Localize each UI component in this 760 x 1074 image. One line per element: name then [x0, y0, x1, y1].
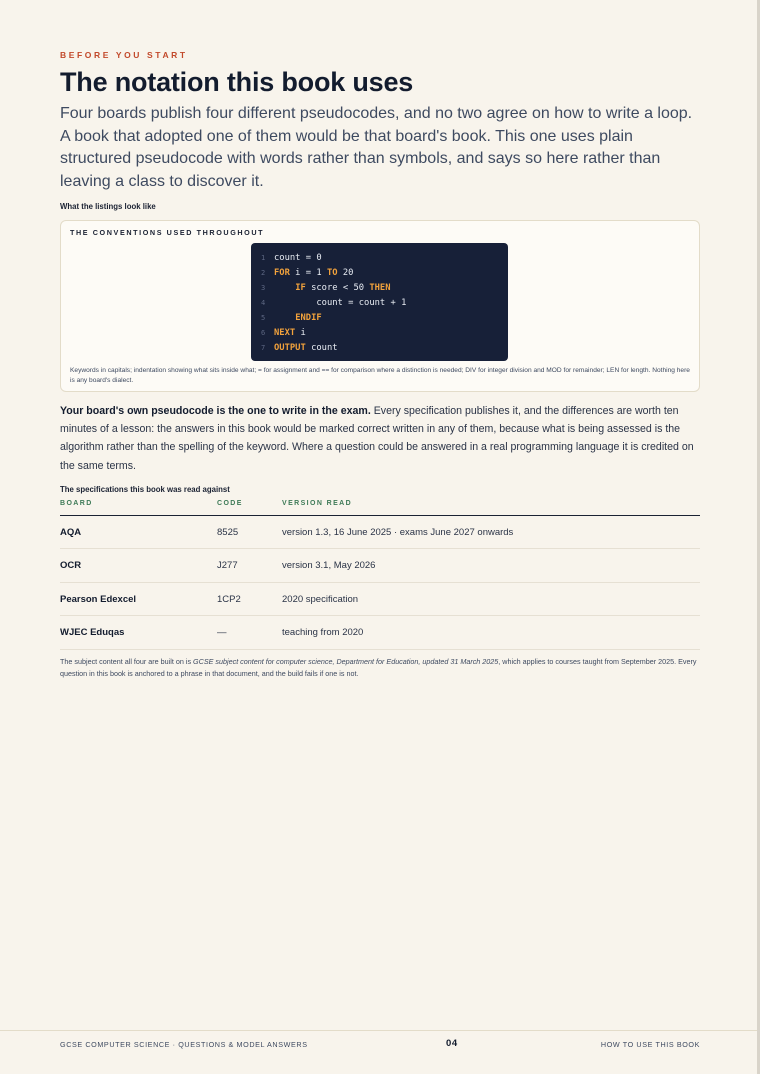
code-line — [261, 266, 508, 281]
line-number: 7 — [261, 344, 266, 352]
code-line — [261, 281, 508, 296]
page-title: The notation this book uses — [60, 67, 414, 97]
header-version: VERSION READ — [282, 496, 700, 516]
footnote-rest: , which applies to courses taught from September 2025. Every question in this book is anchored to a phrase in that document, and the build fails if one is not. — [60, 656, 697, 678]
keyword: TO — [326, 268, 338, 278]
code-line — [261, 311, 508, 326]
footnote-lead: The subject content all four are built on is — [60, 656, 194, 666]
paragraph-lead: Your board's own pseudocode is the one to write in the exam. — [60, 405, 371, 417]
line-number: 1 — [261, 254, 266, 262]
code-line — [261, 341, 508, 356]
paragraph-body: Every specification publishes it, and the differences are worth ten minutes of a lesson: the answers in this book would be marked correct written in any of them, because what is being assessed is the algorithm rather than the spelling of the keyword. Where a question could be answered in a real programming language it is credited on the same terms. — [60, 405, 694, 472]
lede-paragraph: Four boards publish four different pseudocodes, and no two agree on how to write a loop. A book that adopted one of them would be that board's book. This one uses plain structured pseudocode with words rather than symbols, and says so here rather than leaving a class to discover it. — [60, 105, 693, 190]
keyword: NEXT — [274, 328, 296, 338]
figure-caption: What the listings look like — [60, 202, 156, 211]
figure-note: Keywords in capitals; indentation showing what sits inside what; = for assignment and == for comparison where a distinction is needed; DIV for integer division and MOD for remainder; LEN for length. Nothing here is any board's dialect. — [70, 367, 690, 384]
page-number: 04 — [446, 1038, 458, 1049]
cell-board: OCR — [60, 549, 217, 583]
cell-board: WJEC Eduqas — [60, 616, 217, 650]
footer-book-title: GCSE COMPUTER SCIENCE · QUESTIONS & MODEL ANSWERS — [60, 1040, 308, 1049]
line-number: 5 — [261, 314, 266, 322]
code-line — [261, 251, 508, 266]
cell-board: Pearson Edexcel — [60, 582, 217, 616]
keyword: THEN — [369, 283, 391, 293]
cell-version: teaching from 2020 — [282, 616, 700, 650]
footnote — [60, 656, 700, 680]
cell-version: version 3.1, May 2026 — [282, 549, 700, 583]
cell-version: 2020 specification — [282, 582, 700, 616]
header-board: BOARD — [60, 496, 217, 516]
page-content — [60, 50, 700, 680]
code-text — [274, 313, 295, 323]
pseudocode-listing — [251, 243, 508, 361]
table-row — [60, 616, 700, 650]
line-number: 3 — [261, 284, 266, 292]
table-row — [60, 515, 700, 549]
cell-code: J277 — [217, 549, 282, 583]
table-row — [60, 582, 700, 616]
footer-section-title: HOW TO USE THIS BOOK — [600, 1040, 700, 1049]
section-kicker: BEFORE YOU START — [60, 50, 188, 60]
line-number: 4 — [261, 299, 266, 307]
code-text: count — [305, 343, 338, 353]
footer-divider — [0, 1030, 757, 1031]
keyword: IF — [295, 283, 306, 293]
conventions-figure — [60, 220, 700, 392]
table-caption: The specifications this book was read against — [60, 484, 230, 494]
line-number: 6 — [261, 329, 266, 337]
specifications-table — [60, 496, 700, 650]
cell-code: 8525 — [217, 515, 282, 549]
cell-code: — — [217, 616, 282, 650]
cell-board: AQA — [60, 515, 217, 549]
code-line — [261, 296, 508, 311]
exam-pseudocode-paragraph — [60, 402, 700, 475]
cell-version: version 1.3, 16 June 2025 · exams June 2027 onwards — [282, 515, 700, 549]
cell-code: 1CP2 — [217, 582, 282, 616]
code-line — [261, 326, 508, 341]
keyword: ENDIF — [295, 313, 322, 323]
code-text: i — [295, 328, 306, 338]
code-text: count = count + 1 — [274, 298, 407, 308]
header-code: CODE — [217, 496, 282, 516]
footnote-citation: GCSE subject content for computer science, Department for Education, updated 31 March 2025 — [193, 656, 499, 666]
code-text: i = 1 — [289, 268, 327, 278]
keyword: OUTPUT — [274, 343, 306, 353]
line-number: 2 — [261, 269, 266, 277]
keyword: FOR — [274, 268, 290, 278]
table-header-row — [60, 496, 700, 516]
table-row — [60, 549, 700, 583]
figure-title: THE CONVENTIONS USED THROUGHOUT — [70, 228, 265, 237]
code-text: 20 — [337, 268, 354, 278]
code-text: score < 50 — [305, 283, 370, 293]
code-text — [274, 283, 295, 293]
code-text: count = 0 — [274, 253, 322, 263]
